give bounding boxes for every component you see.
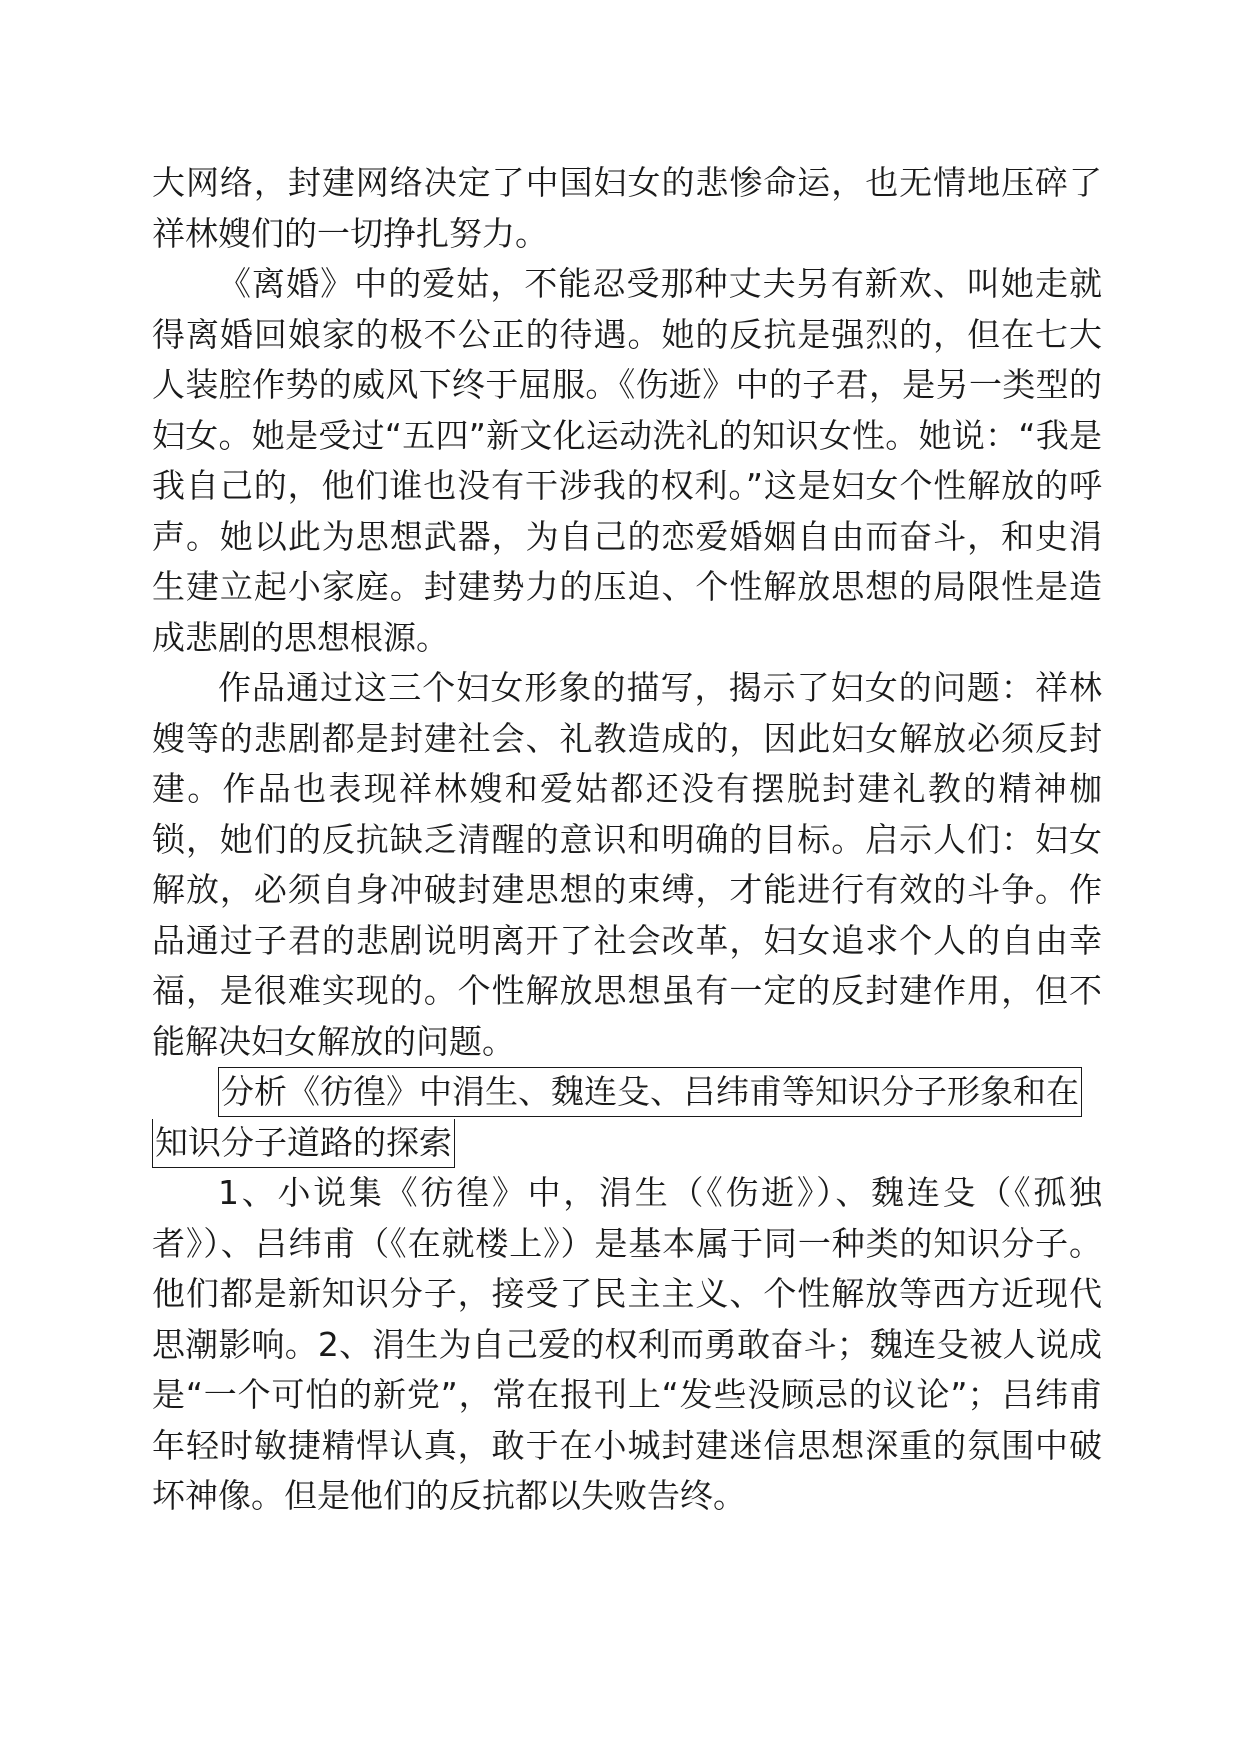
section-heading-line-1: 分析《彷徨》中涓生、魏连殳、吕纬甫等知识分子形象和在 [218,1067,1082,1117]
paragraph-1: 大网络，封建网络决定了中国妇女的悲惨命运，也无情地压碎了祥林嫂们的一切挣扎努力。 [152,163,1102,253]
section-heading [152,1067,1102,1168]
paragraph-3: 作品通过这三个妇女形象的描写，揭示了妇女的问题：祥林嫂等的悲剧都是封建社会、礼教造成的，因此妇女解放必须反封建。作品也表现祥林嫂和爱姑都还没有摆脱封建礼教的精神枷锁，她们的反抗缺乏清醒的意识和明确的目标。启示人们：妇女解放，必须自身冲破封建思想的束缚，才能进行有效的斗争。作品通过子君的悲剧说明离开了社会改革，妇女追求个人的自由幸福，是很难实现的。个性解放思想虽有一定的反封建作用，但不能解决妇女解放的问题。 [152,668,1102,1061]
paragraph-4: 1、小说集《彷徨》中，涓生（《伤逝》）、魏连殳（《孤独者》）、吕纬甫（《在就楼上》）是基本属于同一种类的知识分子。他们都是新知识分子，接受了民主主义、个性解放等西方近现代思潮影响。2、涓生为自己爱的权利而勇敢奋斗；魏连殳被人说成是“一个可怕的新党”，常在报刊上“发些没顾忌的议论”；吕纬甫年轻时敏捷精悍认真，敢于在小城封建迷信思想深重的氛围中破坏神像。但是他们的反抗都以失败告终。 [152,1173,1102,1515]
document-page [152,158,1102,1522]
paragraph-2: 《离婚》中的爱姑，不能忍受那种丈夫另有新欢、叫她走就得离婚回娘家的极不公正的待遇。她的反抗是强烈的，但在七大人装腔作势的威风下终于屈服。《伤逝》中的子君，是另一类型的妇女。她是受过“五四”新文化运动洗礼的知识女性。她说：“我是我自己的，他们谁也没有干涉我的权利。”这是妇女个性解放的呼声。她以此为思想武器，为自己的恋爱婚姻自由而奋斗，和史涓生建立起小家庭。封建势力的压迫、个性解放思想的局限性是造成悲剧的思想根源。 [152,264,1102,657]
section-heading-line-2: 知识分子道路的探索 [152,1119,455,1168]
